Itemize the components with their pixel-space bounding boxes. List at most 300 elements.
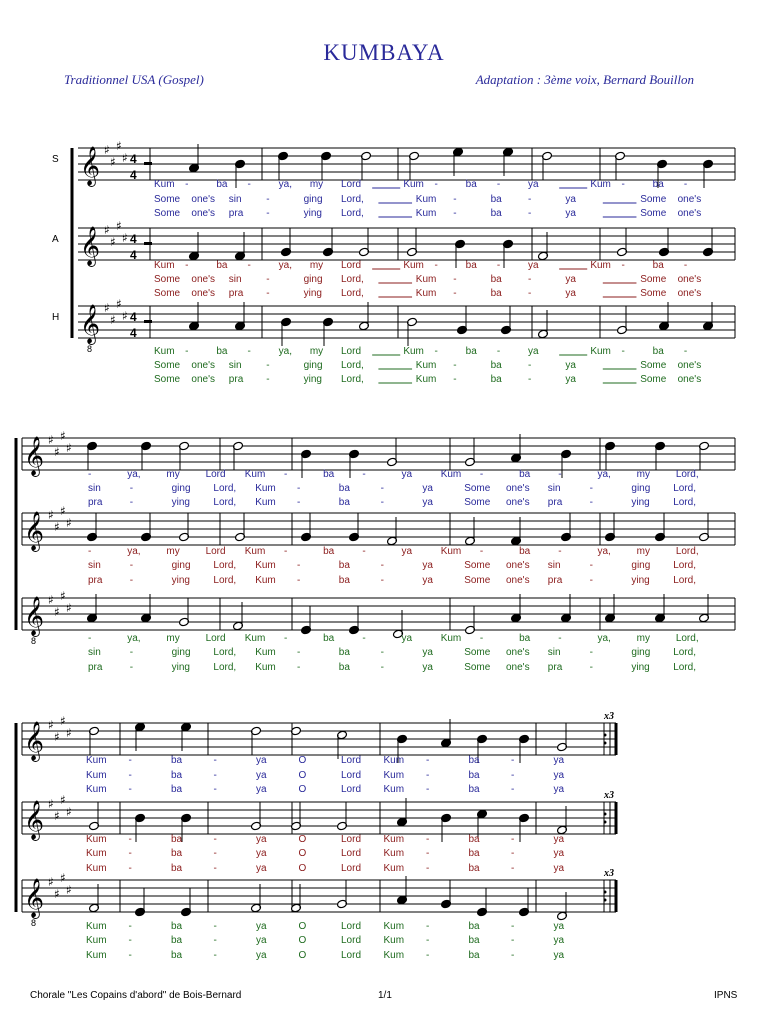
lyric-syllable: ya [422, 647, 433, 658]
lyric-syllable: sin [547, 483, 561, 494]
sharp-icon: ♯ [48, 718, 54, 732]
lyric-syllable: ying [631, 662, 650, 673]
lyric-syllable: one's [677, 208, 702, 219]
lyric-syllable: - [128, 950, 132, 961]
lyric-syllable: - [426, 935, 430, 946]
rest-symbol [144, 162, 152, 165]
lyric-syllable: ya [553, 770, 565, 781]
lyric-syllable: - [528, 208, 532, 219]
lyric-syllable: ya [256, 755, 267, 766]
lyric-syllable: ya [256, 863, 267, 874]
lyric-syllable: - [362, 633, 366, 644]
repeat-count: x3 [604, 711, 614, 722]
lyric-syllable: Lord [205, 633, 226, 644]
lyric-syllable: one's [191, 374, 215, 385]
lyric-syllable: - [213, 935, 217, 946]
time-signature: 4 [130, 248, 137, 262]
lyric-syllable: - [426, 921, 430, 932]
lyric-syllable: my [636, 633, 650, 644]
lyric-syllable: - [128, 770, 132, 781]
lyric-syllable: - [185, 179, 189, 190]
lyric-syllable: O [298, 935, 307, 946]
lyric-syllable: - [479, 469, 484, 480]
lyric-syllable: - [453, 274, 457, 285]
sharp-icon: ♯ [54, 809, 60, 823]
lyric-syllable: Some [154, 288, 181, 299]
lyric-syllable: ya [553, 755, 565, 766]
lyric-syllable: ya [256, 950, 267, 961]
lyric-syllable: - [129, 560, 134, 571]
lyric-syllable: ging [171, 647, 191, 658]
time-signature: 4 [130, 232, 137, 246]
repeat-count: x3 [604, 868, 614, 879]
lyric-syllable: Some [640, 194, 667, 205]
lyric-syllable: - [362, 546, 366, 557]
lyric-syllable: Kum [440, 546, 462, 557]
lyric-syllable: Lord [341, 935, 362, 946]
lyric-syllable: Lord, [341, 274, 364, 285]
lyric-syllable: - [589, 647, 593, 658]
lyric-syllable: Some [640, 288, 667, 299]
lyric-syllable: Kum [154, 346, 175, 357]
lyric-syllable: - [589, 560, 593, 571]
lyric-syllable: Lord, [673, 662, 696, 673]
sharp-icon: ♯ [60, 714, 66, 728]
sharp-icon: ♯ [66, 516, 72, 530]
lyric-syllable: ba [519, 469, 531, 480]
lyric-syllable: - [511, 770, 515, 781]
lyric-syllable: - [380, 560, 384, 571]
lyric-syllable: Kum [86, 755, 107, 766]
repeat-dot [604, 899, 607, 902]
lyric-syllable: ya [565, 288, 576, 299]
lyric-syllable: one's [191, 208, 215, 219]
lyric-syllable: ya [256, 784, 267, 795]
lyric-syllable: Kum [86, 848, 107, 859]
lyric-syllable: Some [464, 483, 491, 494]
lyric-syllable: Some [464, 662, 491, 673]
lyric-syllable: Lord [341, 179, 362, 190]
lyric-syllable: - [558, 546, 562, 557]
sharp-icon: ♯ [60, 504, 66, 518]
lyric-syllable: Some [464, 497, 491, 508]
lyric-syllable: - [528, 288, 532, 299]
lyric-syllable: - [621, 346, 625, 357]
lyric-syllable: ging [303, 274, 323, 285]
lyric-syllable: ba [338, 647, 350, 658]
lyric-syllable: ba [519, 546, 531, 557]
lyric-syllable: pra [228, 208, 244, 219]
lyric-syllable: ba [216, 346, 228, 357]
rest-symbol [144, 320, 152, 323]
lyric-syllable: ya, [127, 546, 141, 557]
lyric-syllable: - [426, 755, 430, 766]
lyric-syllable: sin [547, 560, 561, 571]
lyric-syllable: ba [171, 755, 183, 766]
lyric-syllable: ging [303, 360, 323, 371]
lyric-syllable: - [380, 575, 384, 586]
lyric-syllable: Kum [415, 360, 437, 371]
lyric-syllable: Lord, [213, 575, 237, 586]
lyric-syllable: Some [464, 575, 491, 586]
lyric-syllable: sin [88, 483, 101, 494]
lyric-syllable: - [380, 483, 384, 494]
lyric-syllable: one's [677, 274, 702, 285]
sharp-icon: ♯ [116, 297, 122, 311]
lyric-syllable: Kum [244, 633, 266, 644]
treble-clef-icon: 𝄞 [24, 721, 45, 761]
lyric-syllable: Kum [403, 346, 424, 357]
lyric-syllable: Lord, [341, 208, 364, 219]
lyric-syllable: O [298, 863, 307, 874]
lyric-syllable: pra [88, 497, 103, 508]
lyric-syllable: Lord [341, 921, 362, 932]
lyric-syllable: - [511, 921, 515, 932]
lyric-syllable: - [589, 662, 593, 673]
lyric-syllable: ba [323, 546, 335, 557]
lyric-syllable: Kum [403, 260, 424, 271]
lyric-syllable: ya [256, 834, 267, 845]
lyric-syllable: Lord [341, 346, 362, 357]
lyric-syllable: Kum [86, 834, 107, 845]
lyric-syllable: ba [465, 260, 477, 271]
lyric-syllable: - [511, 935, 515, 946]
lyric-syllable: - [266, 374, 270, 385]
lyric-syllable: ya, [278, 179, 293, 190]
lyric-syllable: Lord [341, 834, 362, 845]
repeat-count: x3 [604, 790, 614, 801]
lyric-syllable: - [453, 208, 457, 219]
lyric-syllable: Some [154, 374, 181, 385]
lyric-syllable: ba [171, 784, 183, 795]
lyric-syllable: pra [228, 374, 244, 385]
lyric-syllable: Lord, [673, 647, 696, 658]
treble-clef-icon: 𝄞 [80, 304, 101, 344]
lyric-syllable: ya [401, 469, 413, 480]
lyric-syllable: - [129, 647, 134, 658]
lyric-syllable: Kum [383, 921, 405, 932]
sharp-icon: ♯ [54, 605, 60, 619]
sharp-icon: ♯ [54, 887, 60, 901]
lyric-syllable: ba [652, 346, 664, 357]
voice-label: S [52, 154, 59, 165]
lyric-syllable: ba [338, 483, 350, 494]
lyric-syllable: Lord [341, 770, 362, 781]
lyric-syllable: Lord, [673, 497, 696, 508]
treble-clef-icon: 𝄞 [24, 511, 45, 551]
lyric-syllable: Kum [154, 260, 175, 271]
lyric-syllable: Kum [590, 346, 611, 357]
lyric-syllable: ba [338, 497, 350, 508]
lyric-syllable: - [247, 179, 251, 190]
footer-page-number: 1/1 [378, 990, 392, 1001]
lyric-syllable: ba [490, 208, 502, 219]
lyric-syllable: Lord, [675, 546, 699, 557]
lyric-syllable: ya [422, 483, 433, 494]
lyric-syllable: - [683, 346, 688, 357]
sharp-icon: ♯ [60, 871, 66, 885]
lyric-syllable: - [213, 921, 217, 932]
time-signature: 4 [130, 326, 137, 340]
lyric-syllable: O [298, 950, 307, 961]
lyric-syllable: - [434, 179, 438, 190]
lyric-syllable: one's [506, 647, 530, 658]
lyric-syllable: one's [677, 288, 702, 299]
lyric-syllable: - [426, 950, 430, 961]
lyric-syllable: ba [465, 346, 477, 357]
repeat-dot [604, 734, 607, 737]
lyric-syllable: ba [171, 834, 183, 845]
lyric-syllable: one's [506, 560, 530, 571]
lyric-syllable: ya [256, 935, 267, 946]
lyric-syllable: - [283, 469, 288, 480]
lyric-syllable: Kum [415, 374, 437, 385]
lyric-syllable: ba [468, 921, 480, 932]
lyric-syllable: - [511, 848, 515, 859]
lyric-syllable: ya [553, 950, 565, 961]
lyric-syllable: ya [528, 260, 539, 271]
sharp-icon: ♯ [54, 520, 60, 534]
repeat-dot [604, 891, 607, 894]
lyric-syllable: one's [506, 575, 530, 586]
lyric-syllable: ying [303, 374, 322, 385]
lyric-syllable: Lord [341, 950, 362, 961]
lyric-syllable: ya [553, 834, 565, 845]
repeat-dot [604, 742, 607, 745]
lyric-syllable: O [298, 848, 307, 859]
octave-marker: 8 [31, 636, 37, 646]
lyric-syllable: Kum [154, 179, 175, 190]
lyric-syllable: Kum [383, 784, 405, 795]
lyric-syllable: - [453, 360, 457, 371]
lyric-syllable: - [247, 346, 251, 357]
sharp-icon: ♯ [110, 235, 116, 249]
lyric-syllable: ba [490, 360, 502, 371]
lyric-syllable: - [511, 950, 515, 961]
lyric-syllable: ya, [127, 469, 141, 480]
lyric-syllable: one's [191, 360, 215, 371]
sharp-icon: ♯ [122, 309, 128, 323]
lyric-syllable: Kum [86, 950, 107, 961]
sharp-icon: ♯ [48, 875, 54, 889]
lyric-syllable: - [129, 497, 134, 508]
lyric-syllable: - [128, 863, 132, 874]
lyric-syllable: - [297, 560, 301, 571]
lyric-syllable: pra [88, 575, 103, 586]
lyric-syllable: Lord, [341, 288, 364, 299]
lyric-syllable: Kum [86, 863, 107, 874]
lyric-syllable: - [621, 179, 625, 190]
lyric-syllable: Lord, [341, 194, 364, 205]
lyric-syllable: - [297, 497, 301, 508]
lyric-syllable: - [266, 360, 270, 371]
lyric-syllable: Kum [255, 483, 276, 494]
lyric-syllable: - [88, 546, 92, 557]
lyric-syllable: Some [464, 647, 491, 658]
lyric-syllable: ba [216, 179, 228, 190]
lyric-syllable: ba [465, 179, 477, 190]
lyric-syllable: Kum [383, 848, 405, 859]
lyric-syllable: - [426, 834, 430, 845]
lyric-syllable: - [558, 469, 562, 480]
lyric-syllable: Lord, [341, 374, 364, 385]
sharp-icon: ♯ [110, 313, 116, 327]
lyric-syllable: Kum [255, 575, 276, 586]
lyric-syllable: Lord [341, 260, 362, 271]
lyric-syllable: my [309, 346, 324, 357]
lyric-syllable: - [266, 274, 270, 285]
lyric-syllable: Lord, [341, 360, 364, 371]
lyric-syllable: - [426, 863, 430, 874]
lyric-syllable: ya [565, 374, 576, 385]
lyric-syllable: Kum [86, 935, 107, 946]
lyric-syllable: Kum [255, 560, 276, 571]
voice-label: H [52, 312, 60, 323]
treble-clef-icon: 𝄞 [80, 226, 101, 266]
lyric-syllable: ba [519, 633, 531, 644]
sharp-icon: ♯ [122, 151, 128, 165]
lyric-syllable: Kum [86, 770, 107, 781]
lyric-syllable: ba [171, 935, 183, 946]
lyric-syllable: ba [323, 469, 335, 480]
lyric-syllable: ba [468, 784, 480, 795]
lyric-syllable: ya, [597, 546, 611, 557]
lyric-syllable: sin [547, 647, 561, 658]
lyric-syllable: Kum [440, 469, 462, 480]
lyric-syllable: Kum [383, 770, 405, 781]
lyric-syllable: one's [506, 483, 530, 494]
lyric-syllable: Some [640, 360, 667, 371]
lyric-syllable: ying [171, 575, 190, 586]
lyric-syllable: - [128, 834, 132, 845]
lyric-syllable: - [434, 260, 438, 271]
lyric-syllable: ging [631, 560, 651, 571]
lyric-syllable: - [528, 374, 532, 385]
lyric-syllable: Kum [590, 179, 611, 190]
lyric-syllable: Kum [383, 950, 405, 961]
lyric-syllable: ba [171, 950, 183, 961]
lyric-syllable: Kum [383, 863, 405, 874]
lyric-syllable: Kum [255, 647, 276, 658]
lyric-syllable: sin [228, 360, 242, 371]
repeat-dot [604, 821, 607, 824]
lyric-syllable: Lord, [213, 483, 237, 494]
lyric-syllable: ya [256, 921, 267, 932]
lyric-syllable: ging [631, 647, 651, 658]
sharp-icon: ♯ [48, 508, 54, 522]
lyric-syllable: Lord, [673, 575, 696, 586]
sharp-icon: ♯ [60, 589, 66, 603]
lyric-syllable: - [380, 647, 384, 658]
sharp-icon: ♯ [116, 219, 122, 233]
lyric-syllable: - [128, 848, 132, 859]
adaptation-credit: Adaptation : 3ème voix, Bernard Bouillon [475, 72, 694, 87]
lyric-syllable: ging [171, 483, 191, 494]
lyric-syllable: - [426, 848, 430, 859]
lyric-syllable: Some [640, 374, 667, 385]
lyric-syllable: ya [528, 346, 539, 357]
lyric-syllable: ya [256, 770, 267, 781]
lyric-syllable: my [636, 469, 650, 480]
lyric-syllable: Kum [255, 662, 276, 673]
repeat-dot [604, 813, 607, 816]
lyric-syllable: - [380, 662, 384, 673]
lyric-syllable: O [298, 755, 307, 766]
lyric-syllable: ya [422, 575, 433, 586]
lyric-syllable: - [297, 483, 301, 494]
lyric-syllable: ba [468, 950, 480, 961]
voice-label: A [52, 234, 59, 245]
lyric-syllable: - [621, 260, 625, 271]
lyric-syllable: Kum [86, 921, 107, 932]
lyric-syllable: ya [565, 194, 576, 205]
lyric-syllable: ya, [278, 346, 293, 357]
lyric-syllable: - [511, 755, 515, 766]
lyric-syllable: ya [422, 662, 433, 673]
lyric-syllable: ba [338, 575, 350, 586]
lyric-syllable: ba [216, 260, 228, 271]
lyric-syllable: - [213, 770, 217, 781]
lyric-syllable: ya [256, 848, 267, 859]
lyric-syllable: Kum [244, 469, 266, 480]
lyric-syllable: ging [631, 483, 651, 494]
lyric-syllable: ying [631, 575, 650, 586]
lyric-syllable: - [496, 179, 501, 190]
lyric-syllable: ya [565, 360, 576, 371]
lyric-syllable: Lord, [213, 662, 237, 673]
lyric-syllable: ba [468, 848, 480, 859]
lyric-syllable: ya [422, 560, 433, 571]
lyric-syllable: sin [88, 647, 101, 658]
lyric-syllable: - [496, 346, 501, 357]
lyric-syllable: Kum [415, 208, 437, 219]
lyric-syllable: - [589, 497, 593, 508]
lyric-syllable: - [213, 848, 217, 859]
lyric-syllable: Lord, [213, 560, 237, 571]
time-signature: 4 [130, 310, 137, 324]
lyric-syllable: - [528, 274, 532, 285]
lyric-syllable: Lord [341, 863, 362, 874]
page-title: KUMBAYA [323, 40, 445, 65]
sharp-icon: ♯ [48, 797, 54, 811]
lyric-syllable: - [128, 935, 132, 946]
lyric-syllable: - [511, 834, 515, 845]
lyric-syllable: - [213, 863, 217, 874]
octave-marker: 8 [31, 918, 37, 928]
lyric-syllable: ba [338, 560, 350, 571]
lyric-syllable: O [298, 921, 307, 932]
lyric-syllable: ba [652, 260, 664, 271]
lyric-syllable: - [129, 662, 134, 673]
lyric-syllable: - [266, 208, 270, 219]
lyric-syllable: - [88, 633, 92, 644]
lyric-syllable: Lord [205, 546, 226, 557]
lyric-syllable: ba [468, 755, 480, 766]
lyric-syllable: - [283, 633, 288, 644]
lyric-syllable: Lord, [673, 483, 696, 494]
sharp-icon: ♯ [60, 429, 66, 443]
lyric-syllable: - [362, 469, 366, 480]
lyric-syllable: one's [677, 374, 702, 385]
lyric-syllable: - [213, 755, 217, 766]
lyric-syllable: my [309, 260, 324, 271]
lyric-syllable: - [247, 260, 251, 271]
lyric-syllable: ya [565, 208, 576, 219]
lyric-syllable: ying [171, 662, 190, 673]
lyric-syllable: ying [303, 208, 322, 219]
lyric-syllable: - [426, 770, 430, 781]
time-signature: 4 [130, 168, 137, 182]
